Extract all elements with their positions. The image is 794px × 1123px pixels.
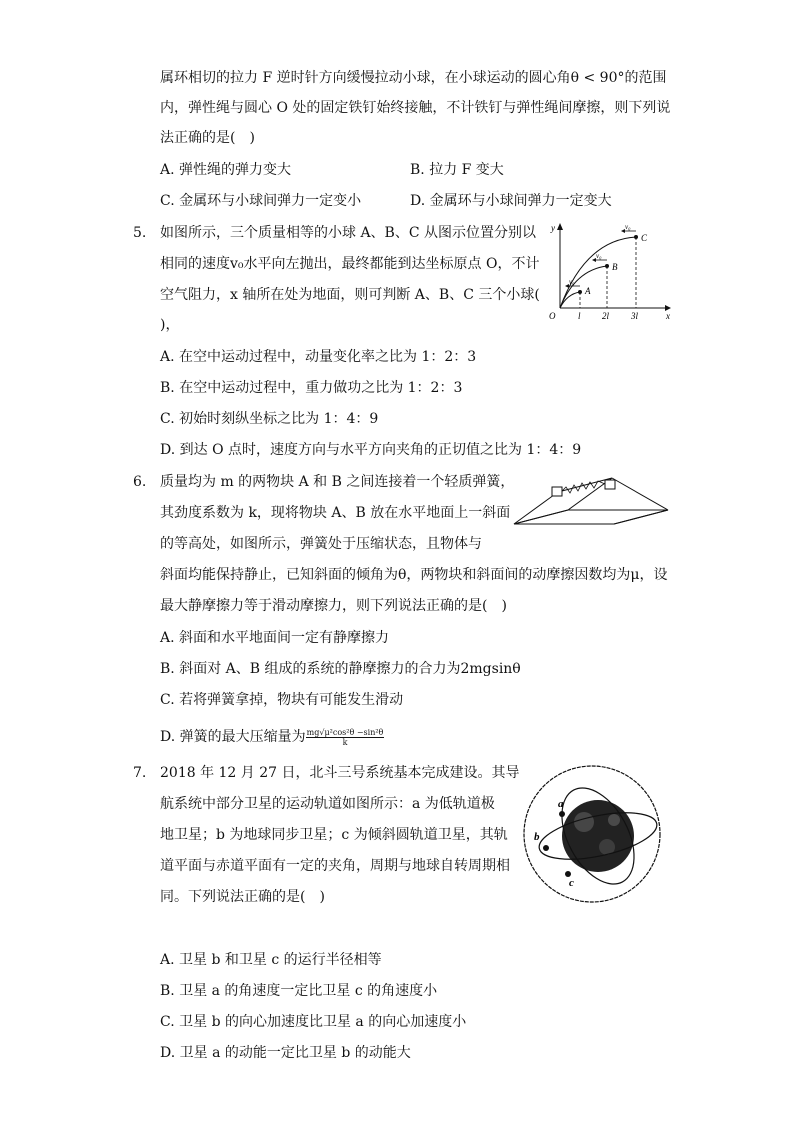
q5-number: 5. xyxy=(133,225,147,241)
q5-projectile-figure xyxy=(545,220,675,320)
q7-option-d: D. 卫星 a 的动能一定比卫星 b 的动能大 xyxy=(160,1045,411,1061)
q7-stem-line-4: 道平面与赤道平面有一定的夹角，周期与地球自转周期相 xyxy=(160,858,510,874)
q7-number: 7. xyxy=(133,765,147,781)
q7-option-b: B. 卫星 a 的角速度一定比卫星 c 的角速度小 xyxy=(160,983,438,999)
q7-label-b: b xyxy=(534,831,540,843)
q7-label-a: a xyxy=(558,798,564,810)
q4-option-b: B. 拉力 F 变大 xyxy=(410,162,504,178)
q5-option-a: A. 在空中运动过程中，动量变化率之比为 1：2：3 xyxy=(160,349,477,365)
q5-ball-c-label: C xyxy=(641,233,648,243)
q6-stem-line-2: 其劲度系数为 k，现将物块 A、B 放在水平地面上一斜面 xyxy=(160,505,511,521)
q4-option-d: D. 金属环与小球间弹力一定变大 xyxy=(410,193,612,209)
q7-label-c: c xyxy=(569,877,574,889)
q5-ball-a-label: A xyxy=(585,286,591,296)
q5-origin-label: O xyxy=(549,311,556,320)
q7-option-a: A. 卫星 b 和卫星 c 的运行半径相等 xyxy=(160,952,382,968)
q4-stem-line-1: 属环相切的拉力 F 逆时针方向缓慢拉动小球，在小球运动的圆心角θ < 90°的范围 xyxy=(160,70,667,86)
q5-ball-b-label: B xyxy=(612,262,618,272)
q6-option-c: C. 若将弹簧拿掉，物块有可能发生滑动 xyxy=(160,692,404,708)
q6-fraction-denominator: k xyxy=(342,737,348,747)
q6-option-d-fraction xyxy=(306,728,385,747)
q6-stem-line-1: 质量均为 m 的两物块 A 和 B 之间连接着一个轻质弹簧， xyxy=(160,474,515,490)
q4-option-a: A. 弹性绳的弹力变大 xyxy=(160,162,292,178)
q4-stem-line-3: 法正确的是( ) xyxy=(160,130,255,146)
q5-tick-3l: 3l xyxy=(631,311,639,320)
q5-tick-l: l xyxy=(578,311,581,320)
q6-stem-line-4: 斜面均能保持静止，已知斜面的倾角为θ，两物块和斜面间的动摩擦因数均为μ，设 xyxy=(160,567,668,583)
q6-number: 6. xyxy=(133,474,147,490)
q5-stem-line-4: )， xyxy=(160,317,180,333)
q5-stem-line-2: 相同的速度v₀水平向左抛出，最终都能到达坐标原点 O，不计 xyxy=(160,256,540,272)
q6-option-d-text: D. 弹簧的最大压缩量为 xyxy=(160,729,306,745)
q7-stem-line-3: 地卫星；b 为地球同步卫星；c 为倾斜圆轨道卫星，其轨 xyxy=(160,827,508,843)
q5-option-b: B. 在空中运动过程中，重力做功之比为 1：2：3 xyxy=(160,380,463,396)
q7-stem-line-5: 同。下列说法正确的是( ) xyxy=(160,889,325,905)
q4-option-c: C. 金属环与小球间弹力一定变小 xyxy=(160,193,362,209)
q6-fraction-numerator: mg√μ²cos²θ −sin²θ xyxy=(306,727,384,737)
q6-option-b: B. 斜面对 A、B 组成的系统的静摩擦力的合力为2mgsinθ xyxy=(160,661,521,677)
q5-axis-y-label: y xyxy=(551,223,555,233)
q7-stem-line-2: 航系统中部分卫星的运动轨道如图所示：a 为低轨道极 xyxy=(160,796,495,812)
q6-incline-figure xyxy=(512,474,672,529)
q6-option-a: A. 斜面和水平地面间一定有静摩擦力 xyxy=(160,630,390,646)
q6-option-d xyxy=(160,727,384,747)
q5-stem-line-3: 空气阻力，x 轴所在处为地面，则可判断 A、B、C 三个小球( xyxy=(160,287,540,303)
q6-stem-line-5: 最大静摩擦力等于滑动摩擦力，则下列说法正确的是( ) xyxy=(160,598,507,614)
q5-tick-2l: 2l xyxy=(602,311,610,320)
q5-stem-line-1: 如图所示，三个质量相等的小球 A、B、C 从图示位置分别以 xyxy=(160,225,537,241)
q5-v0-label-b: v₀ xyxy=(596,252,602,260)
q4-stem-line-2: 内，弹性绳与圆心 O 处的固定铁钉始终接触，不计铁钉与弹性绳间摩擦，则下列说 xyxy=(160,100,671,116)
q5-axis-x-label: x xyxy=(666,311,670,320)
q5-option-c: C. 初始时刻纵坐标之比为 1：4：9 xyxy=(160,411,379,427)
q5-option-d: D. 到达 O 点时，速度方向与水平方向夹角的正切值之比为 1：4：9 xyxy=(160,442,582,458)
q7-stem-line-1: 2018 年 12 月 27 日，北斗三号系统基本完成建设。其导 xyxy=(160,765,520,781)
q5-v0-label-a: v₀ xyxy=(569,278,575,286)
q6-stem-line-3: 的等高处，如图所示，弹簧处于压缩状态，且物体与 xyxy=(160,536,482,552)
q5-v0-label-c: v₀ xyxy=(625,223,631,231)
q7-satellite-orbits-figure xyxy=(512,762,672,907)
q7-option-c: C. 卫星 b 的向心加速度比卫星 a 的向心加速度小 xyxy=(160,1014,467,1030)
